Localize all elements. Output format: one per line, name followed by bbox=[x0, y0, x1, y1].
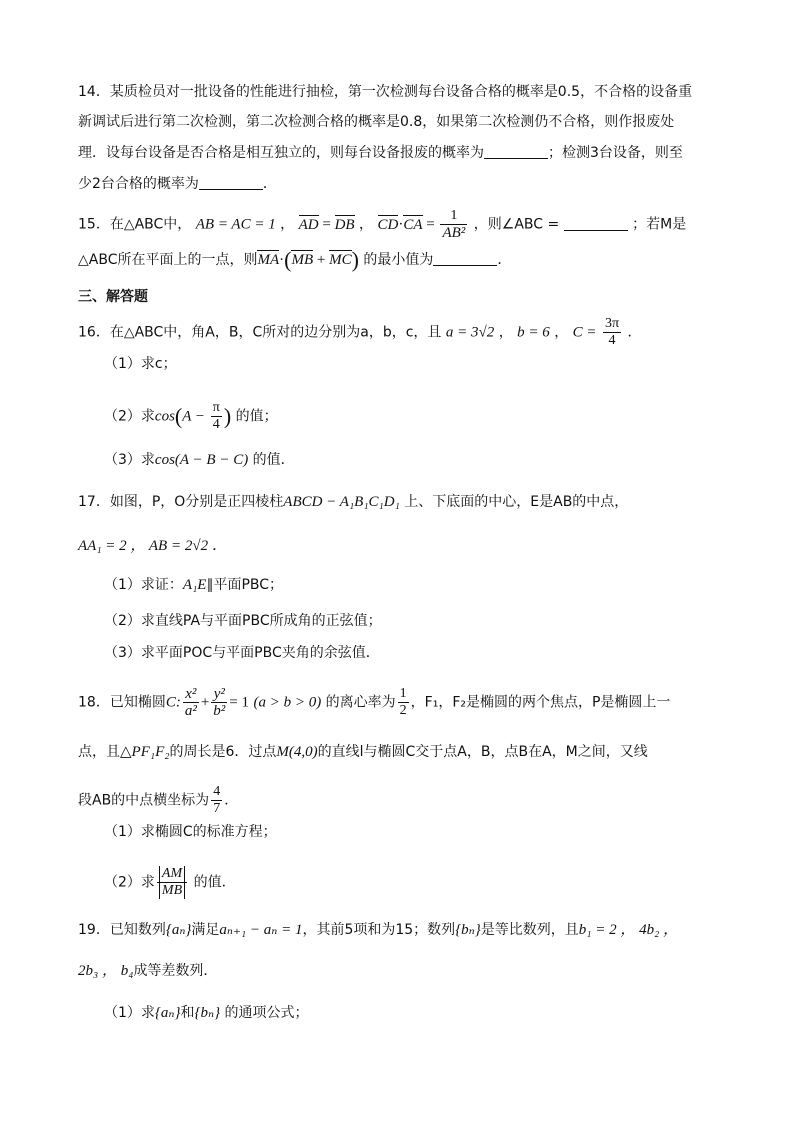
answer-blank bbox=[433, 251, 497, 266]
q18-point: M(4,0) bbox=[276, 744, 318, 760]
fraction-x2-a2: $\frac{\text{x²}}{\text{a²}}$ bbox=[184, 686, 197, 719]
q18-tri: △PF₁F₂ bbox=[120, 744, 170, 760]
vector-cd: CD bbox=[377, 216, 399, 233]
q17-p1-prefix: （1）求证： bbox=[104, 577, 183, 593]
q18-p2-prefix: （2）求 bbox=[104, 874, 155, 891]
q19-stem-text2: 满足 bbox=[191, 922, 220, 938]
q14-line4 bbox=[78, 174, 277, 194]
q18-part2 bbox=[104, 866, 236, 899]
q16-c: C = bbox=[572, 324, 597, 341]
q16-p2-tail: 的值； bbox=[235, 408, 278, 425]
q19-line2 bbox=[78, 961, 217, 981]
q18-eq1: = 1 bbox=[229, 694, 250, 711]
q16-part1: （1）求c； bbox=[104, 356, 177, 372]
q15-eqsign: = bbox=[318, 216, 335, 233]
q17-stem-text: 17．如图，P，O分别是正四棱柱 bbox=[78, 494, 284, 510]
q15-eq1: AB = AC = 1 bbox=[195, 216, 276, 233]
q18-stem: 18．已知椭圆C: $\frac{\text{x²}}{\text{a²}}$ + $\frac{\text{y²}}{\text{b²}}$ = 1 (a > b > 0) 的离心率为 $\frac{1}{2}$ ，F₁，F₂是椭圆的两个焦点，P是椭圆上一 bbox=[78, 686, 671, 719]
fraction-y2-b2: $\frac{\text{y²}}{\text{b²}}$ bbox=[213, 686, 226, 719]
q15-line2-mid: 的最小值为 bbox=[363, 252, 434, 268]
answer-blank bbox=[564, 216, 628, 231]
q14-line4-tail: ． bbox=[262, 176, 277, 192]
q19-p1-bn: {bₙ} bbox=[194, 1005, 221, 1021]
q18-line3-a: 段AB的中点横坐标为 bbox=[78, 792, 210, 809]
q19-line2-text: 成等差数列． bbox=[133, 963, 218, 979]
q15-sep2: ， bbox=[359, 216, 374, 233]
section-heading: 三、解答题 bbox=[78, 289, 148, 305]
q19-stem-text: 19．已知数列 bbox=[78, 922, 166, 938]
q14-line1: 14．某质检员对一批设备的性能进行抽检，第一次检测每台设备合格的概率是0.5，不合格的设备重 bbox=[78, 84, 693, 100]
fraction-3pi-4: $\frac{3\pi}{4}$ bbox=[605, 316, 620, 348]
q16-p2-arg: A − bbox=[182, 408, 209, 425]
q16-p3-tail: 的值． bbox=[252, 452, 295, 468]
q16-stem-text: 16．在△ABC中，角A，B，C所对的边分别为a，b，c，且 bbox=[78, 324, 442, 341]
q18-line3 bbox=[78, 784, 238, 817]
q17-p1-expr: A₁E bbox=[182, 577, 207, 593]
q17-stem bbox=[78, 492, 628, 512]
q15-sep: ， bbox=[280, 216, 295, 233]
fraction-am-mb: $\frac{AM}{MB}$ bbox=[157, 866, 187, 899]
q18-line2 bbox=[78, 742, 648, 762]
q15-mid: ，则∠ABC = bbox=[473, 216, 560, 233]
q18-line2-a: 点，且 bbox=[78, 744, 120, 760]
q16-p3-expr: cos(A − B − C) bbox=[154, 452, 249, 468]
q18-cond: (a > b > 0) bbox=[253, 694, 322, 711]
q17-part1 bbox=[104, 575, 283, 595]
fraction-4-7: $\frac{4}{7}$ bbox=[213, 784, 221, 816]
q17-cond: AA₁ = 2 ， AB = 2√2 ． bbox=[78, 538, 227, 554]
fraction-pi-4: $\frac{\pi}{4}$ bbox=[212, 400, 220, 432]
q15-line1: 15．在△ABC中， AB = AC = 1 ， AD = DB ， CD·CA = $\frac{1}{\text{AB²}}$ ，则∠ABC = ；若M是 bbox=[78, 208, 687, 241]
q19-stem-text4: 是等比数列，且 bbox=[480, 922, 579, 938]
q19-bn: {bₙ} bbox=[455, 922, 481, 938]
q18-p2-tail: 的值． bbox=[193, 874, 236, 891]
q16-part3 bbox=[104, 450, 295, 470]
answer-blank bbox=[484, 144, 548, 159]
q16-p3-prefix: （3）求 bbox=[104, 452, 155, 468]
q15-line2: △ABC所在平面上的一点，则MA·(MB + MC) 的最小值为 ． bbox=[78, 247, 512, 272]
vector-mc: MC bbox=[329, 252, 352, 268]
q15-tail: ；若M是 bbox=[632, 216, 687, 233]
q19-p1-tail: 的通项公式； bbox=[224, 1005, 309, 1021]
q18-c-label: C: bbox=[165, 694, 181, 711]
q14-line3-text: 理．设每台设备是否合格是相互独立的，则每台设备报废的概率为 bbox=[78, 145, 484, 161]
q18-line2-c: 的直线l与椭圆C交于点A，B，点B在A，M之间，又线 bbox=[317, 744, 648, 760]
q14-line2: 新调试后进行第二次检测，第二次检测合格的概率是0.8，如果第二次检测仍不合格，则作报废处 bbox=[78, 114, 675, 130]
q15-prefix: 15．在△ABC中， bbox=[78, 216, 192, 233]
vector-db: DB bbox=[334, 216, 355, 233]
q18-stem-text: 18．已知椭圆 bbox=[78, 694, 166, 711]
q17-stem-text2: 上、下底面的中心，E是AB的中点， bbox=[404, 494, 629, 510]
q19-stem bbox=[78, 920, 678, 940]
q16-part2: （2）求cos(A − $\frac{\pi}{4}$ ) 的值； bbox=[104, 400, 278, 432]
q15-line2-text: △ABC所在平面上的一点，则 bbox=[78, 252, 258, 268]
q16-p2-cos: cos bbox=[154, 408, 175, 425]
q19-p1-and: 和 bbox=[180, 1005, 195, 1021]
q14-line3-tail: ；检测3台设备，则至 bbox=[548, 145, 683, 161]
q17-p1-tail: ∥平面PBC； bbox=[206, 577, 284, 593]
q19-b1: b₁ = 2 ， 4b₂ ， bbox=[578, 922, 679, 938]
q17-condition bbox=[78, 536, 227, 556]
q19-stem-text3: ，其前5项和为15；数列 bbox=[302, 922, 456, 938]
q16-stem: 16．在△ABC中，角A，B，C所对的边分别为a，b，c，且 a = 3√2 ， b = 6 ， C = $\frac{3\pi}{4}$ ． bbox=[78, 316, 642, 348]
fraction-1-2: $\frac{1}{2}$ bbox=[399, 686, 407, 718]
q19-p1-prefix: （1）求 bbox=[104, 1005, 155, 1021]
vector-mb: MB bbox=[291, 252, 314, 268]
q18-stem-text2: 的离心率为 bbox=[325, 694, 396, 711]
q14-line3 bbox=[78, 143, 683, 163]
q18-line3-b: ． bbox=[224, 792, 239, 809]
q16-p2-prefix: （2）求 bbox=[104, 408, 155, 425]
q17-part2: （2）求直线PA与平面PBC所成角的正弦值； bbox=[104, 613, 382, 629]
q18-part1: （1）求椭圆C的标准方程； bbox=[104, 824, 277, 840]
fraction-1-ab2: $\frac{1}{\text{AB²}}$ bbox=[442, 208, 466, 241]
q17-prism: ABCD − A₁B₁C₁D₁ bbox=[283, 494, 400, 510]
q19-part1 bbox=[104, 1003, 309, 1023]
q17-part3: （3）求平面POC与平面PBC夹角的余弦值． bbox=[104, 645, 380, 661]
q19-an: {aₙ} bbox=[165, 922, 192, 938]
q18-stem-text3: ，F₁，F₂是椭圆的两个焦点，P是椭圆上一 bbox=[410, 694, 671, 711]
q14-line4-text: 少2台合格的概率为 bbox=[78, 176, 199, 192]
vector-ad: AD bbox=[298, 216, 319, 233]
q15-line2-tail: ． bbox=[497, 252, 512, 268]
answer-blank bbox=[199, 175, 263, 190]
q19-p1-an: {aₙ} bbox=[154, 1005, 181, 1021]
q19-line2-math: 2b₃ ， b₄ bbox=[78, 963, 134, 979]
q16-b: b = 6 bbox=[517, 324, 550, 341]
q18-line2-b: 的周长是6．过点 bbox=[169, 744, 277, 760]
q19-rec: aₙ₊₁ − aₙ = 1 bbox=[219, 922, 303, 938]
vector-ca: CA bbox=[403, 216, 423, 233]
vector-ma: MA bbox=[257, 252, 280, 268]
q16-a: a = 3√2 bbox=[445, 324, 495, 341]
